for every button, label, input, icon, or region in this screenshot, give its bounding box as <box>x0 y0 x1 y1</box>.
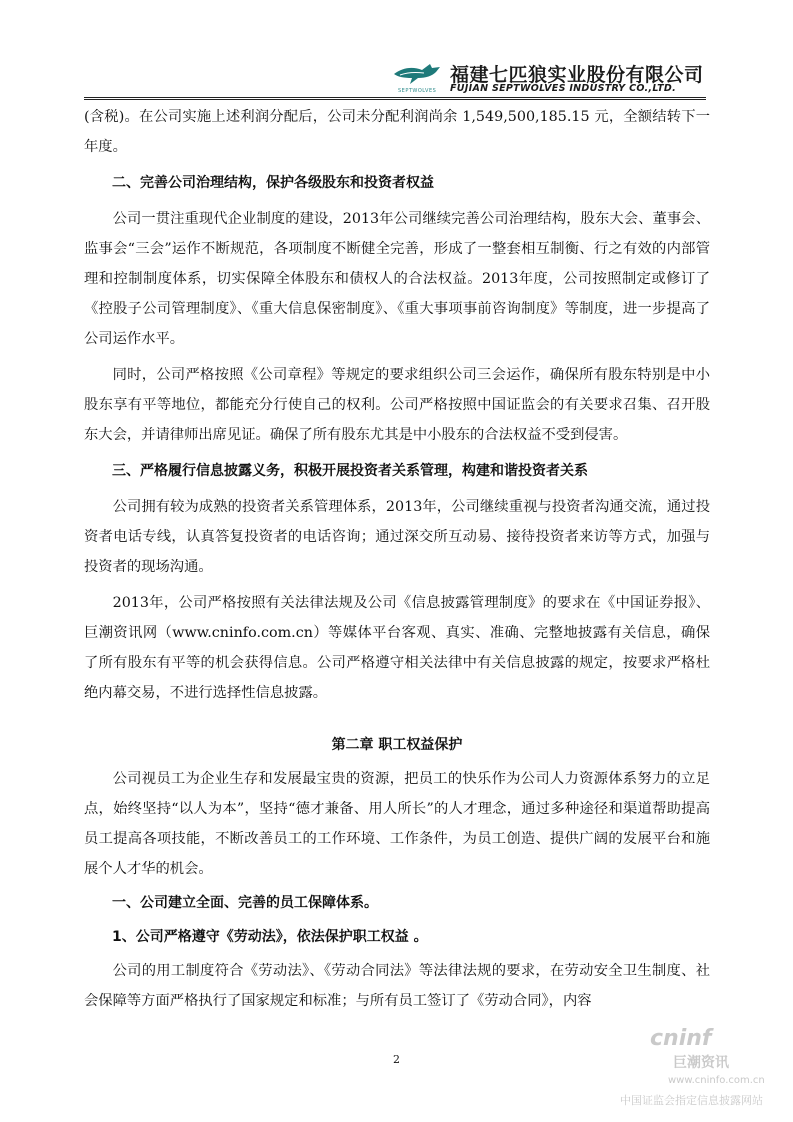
paragraph-4: 公司拥有较为成熟的投资者关系管理体系，2013年，公司继续重视与投资者沟通交流，通过投资者电话专线，认真答复投资者的电话咨询；通过深交所互动易、接待投资者来访等方式，加强与投资者的现场沟通。 <box>84 499 710 575</box>
paragraph-3: 同时，公司严格按照《公司章程》等规定的要求组织公司三会运作，确保所有股东特别是中小股东享有平等地位，都能充分行使自己的权利。公司严格按照中国证监会的有关要求召集、召开股东大会，并请律师出席见证。确保了所有股东尤其是中小股东的合法权益不受到侵害。 <box>84 367 710 443</box>
paragraph-5: 2013年，公司严格按照有关法律法规及公司《信息披露管理制度》的要求在《中国证券报》、巨潮资讯网（www.cninfo.com.cn）等媒体平台客观、真实、准确、完整地披露有关信息，确保了所有股东有平等的机会获得信息。公司严格遵守相关法律中有关信息披露的规定，按要求严格杜绝内幕交易，不进行选择性信息披露。 <box>84 595 710 701</box>
logo-subtext: SEPTWOLVES <box>398 88 437 94</box>
paragraph-1: (含税)。在公司实施上述利润分配后，公司未分配利润尚余 1,549,500,185.15 元，全额结转下一年度。 <box>84 109 710 155</box>
chapter-title: 第二章 职工权益保护 <box>331 737 463 753</box>
section-heading-2: 二、完善公司治理结构，保护各级股东和投资者权益 <box>112 175 434 191</box>
section-heading-3: 三、严格履行信息披露义务，积极开展投资者关系管理，构建和谐投资者关系 <box>112 463 588 479</box>
wolf-logo-icon <box>392 58 448 92</box>
paragraph-7: 公司的用工制度符合《劳动法》、《劳动合同法》等法律法规的要求，在劳动安全卫生制度、社会保障等方面严格执行了国家规定和标准；与所有员工签订了《劳动合同》，内容 <box>84 963 710 1009</box>
section-heading-4: 一、公司建立全面、完善的员工保障体系。 <box>112 895 378 911</box>
watermark-logo: cninf <box>650 1026 712 1051</box>
paragraph-6: 公司视员工为企业生存和发展最宝贵的资源，把员工的快乐作为公司人力资源体系努力的立足点，始终坚持“以人为本”，坚持“德才兼备、用人所长”的人才理念，通过多种途径和渠道帮助提高员工提高各项技能，不断改善员工的工作环境、工作条件，为员工创造、提供广阔的发展平台和施展个人才华的机会。 <box>84 771 710 877</box>
watermark-footer: 中国证监会指定信息披露网站 <box>620 1094 763 1107</box>
document-body <box>84 102 710 1016</box>
page-header <box>0 0 793 100</box>
page-number: 2 <box>393 1053 400 1066</box>
paragraph-2: 公司一贯注重现代企业制度的建设，2013年公司继续完善公司治理结构，股东大会、董事会、监事会“三会”运作不断规范，各项制度不断健全完善，形成了一整套相互制衡、行之有效的内部管理和控制制度体系，切实保障全体股东和债权人的合法权益。2013年度，公司按照制定或修订了《控股子公司管理制度》、《重大信息保密制度》、《重大事项事前咨询制度》等制度，进一步提高了公司运作水平。 <box>84 211 710 347</box>
header-rule-2 <box>84 99 706 100</box>
company-name-en: FUJIAN SEPTWOLVES INDUSTRY CO.,LTD. <box>450 83 676 94</box>
watermark-url: www.cninfo.com.cn <box>668 1075 765 1086</box>
watermark-cn: 巨潮资讯 <box>673 1055 729 1071</box>
company-name-cn: 福建七匹狼实业股份有限公司 <box>450 64 704 86</box>
subsection-heading-1: 1、公司严格遵守《劳动法》，依法保护职工权益 。 <box>112 929 428 945</box>
header-rule <box>84 97 706 98</box>
